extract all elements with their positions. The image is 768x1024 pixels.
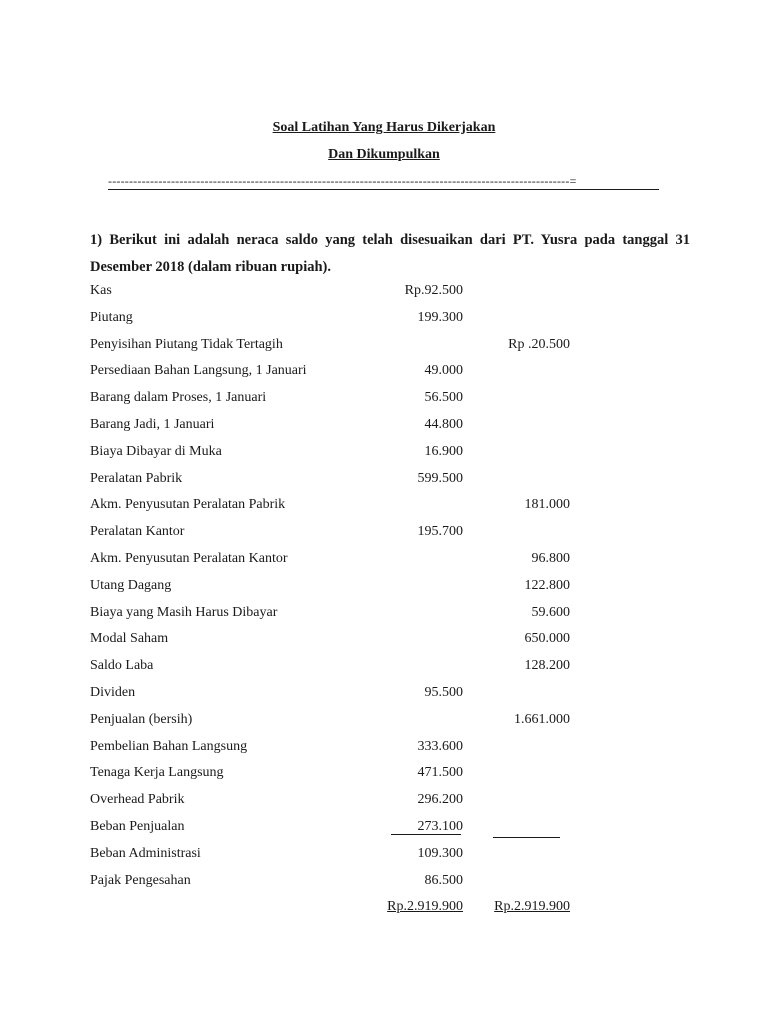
credit-total: Rp.2.919.900 <box>494 899 570 915</box>
credit-amount: 181.000 <box>524 497 570 513</box>
account-label: Persediaan Bahan Langsung, 1 Januari <box>90 363 307 379</box>
table-row <box>0 710 768 737</box>
table-row <box>0 388 768 415</box>
account-label: Utang Dagang <box>90 577 172 593</box>
table-row <box>0 763 768 790</box>
table-row <box>0 415 768 442</box>
table-row <box>0 656 768 683</box>
credit-subtotal-line <box>493 837 560 838</box>
title-line-1: Soal Latihan Yang Harus Dikerjakan <box>272 120 496 135</box>
account-label: Pajak Pengesahan <box>90 872 191 888</box>
debit-amount: 199.300 <box>417 309 463 325</box>
table-row <box>0 817 768 844</box>
debit-amount: 195.700 <box>417 524 463 540</box>
table-row <box>0 469 768 496</box>
debit-amount: 56.500 <box>424 390 463 406</box>
question-text: 1) Berikut ini adalah neraca saldo yang telah disesuaikan dari PT. Yusra pada tanggal 31 Desember 2018 (dalam ribuan rupiah). <box>90 232 690 275</box>
account-label: Barang Jadi, 1 Januari <box>90 416 215 432</box>
table-row <box>0 790 768 817</box>
account-label: Peralatan Kantor <box>90 524 185 540</box>
account-label: Saldo Laba <box>90 658 154 674</box>
account-label: Penyisihan Piutang Tidak Tertagih <box>90 336 283 352</box>
credit-amount: Rp .20.500 <box>508 336 570 352</box>
document-title <box>0 120 768 136</box>
title-line-2: Dan Dikumpulkan <box>328 147 440 162</box>
trial-balance-table <box>0 281 768 924</box>
table-row <box>0 308 768 335</box>
credit-amount: 1.661.000 <box>514 711 570 727</box>
table-row <box>0 576 768 603</box>
account-label: Barang dalam Proses, 1 Januari <box>90 390 267 406</box>
separator-dashes: --------------------------------------------------------------------------------------------------------------= <box>108 174 577 188</box>
credit-amount: 96.800 <box>531 550 570 566</box>
debit-amount: 49.000 <box>424 363 463 379</box>
debit-amount: 273.100 <box>417 818 463 834</box>
account-label: Akm. Penyusutan Peralatan Kantor <box>90 550 288 566</box>
account-label: Tenaga Kerja Langsung <box>90 765 224 781</box>
account-label: Biaya Dibayar di Muka <box>90 443 222 459</box>
table-row <box>0 603 768 630</box>
account-label: Pembelian Bahan Langsung <box>90 738 248 754</box>
table-row <box>0 522 768 549</box>
debit-amount: 333.600 <box>417 738 463 754</box>
debit-amount: 86.500 <box>424 872 463 888</box>
totals-row <box>0 897 768 924</box>
debit-amount: 109.300 <box>417 845 463 861</box>
account-label: Kas <box>90 283 112 298</box>
credit-amount: 122.800 <box>524 577 570 593</box>
debit-amount: 296.200 <box>417 792 463 808</box>
separator-underline <box>108 189 659 190</box>
document-subtitle <box>0 147 768 163</box>
account-label: Akm. Penyusutan Peralatan Pabrik <box>90 497 286 513</box>
table-row <box>0 737 768 764</box>
debit-amount: 95.500 <box>424 684 463 700</box>
account-label: Penjualan (bersih) <box>90 711 193 727</box>
debit-subtotal-line <box>391 834 461 835</box>
account-label: Beban Administrasi <box>90 845 201 861</box>
account-label: Modal Saham <box>90 631 169 647</box>
debit-amount: 16.900 <box>424 443 463 459</box>
account-label: Peralatan Pabrik <box>90 470 183 486</box>
account-label: Biaya yang Masih Harus Dibayar <box>90 604 278 620</box>
debit-amount: 44.800 <box>424 416 463 432</box>
table-row <box>0 442 768 469</box>
debit-amount: Rp.92.500 <box>404 283 463 298</box>
credit-amount: 128.200 <box>524 658 570 674</box>
table-row <box>0 871 768 898</box>
table-row <box>0 495 768 522</box>
debit-total: Rp.2.919.900 <box>387 899 463 915</box>
account-label: Dividen <box>90 684 136 700</box>
table-row <box>0 844 768 871</box>
table-row <box>0 335 768 362</box>
table-row <box>0 549 768 576</box>
table-row <box>0 281 768 308</box>
table-row <box>0 629 768 656</box>
credit-amount: 650.000 <box>524 631 570 647</box>
account-label: Overhead Pabrik <box>90 792 185 808</box>
credit-amount: 59.600 <box>531 604 570 620</box>
debit-amount: 599.500 <box>417 470 463 486</box>
table-row <box>0 361 768 388</box>
debit-amount: 471.500 <box>417 765 463 781</box>
account-label: Piutang <box>90 309 133 325</box>
account-label: Beban Penjualan <box>90 818 185 834</box>
table-row <box>0 683 768 710</box>
